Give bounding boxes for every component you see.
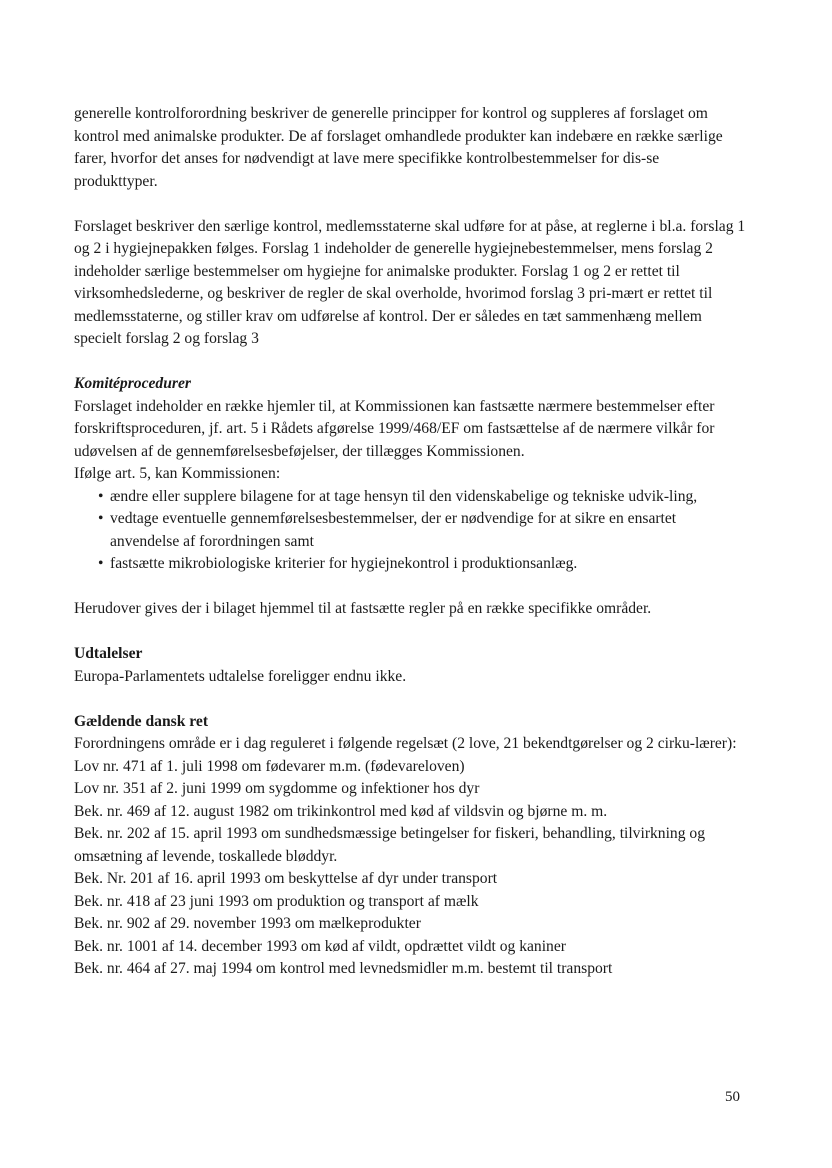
page-number: 50: [725, 1089, 740, 1105]
regulation-item: Lov nr. 351 af 2. juni 1999 om sygdomme og infektioner hos dyr: [74, 780, 480, 797]
regulation-item: Bek. nr. 418 af 23 juni 1993 om produktion og transport af mælk: [74, 892, 479, 910]
list-item: • ændre eller supplere bilagene for at tage hensyn til den videnskabelige og tekniske udvik-ling,: [74, 486, 746, 509]
document-page: [74, 103, 746, 981]
regulation-item: Lov nr. 471 af 1. juli 1998 om fødevarer m.m. (fødevareloven): [74, 757, 465, 775]
heading-komiteprocedurer: Komitéprocedurer: [74, 375, 191, 392]
intro-paragraph: generelle kontrolforordning beskriver de generelle principper for kontrol og suppleres af forslaget om kontrol med animalske produkter. De af forslaget omhandlede produkter kan indebære en række særlige farer, hvorfor det anses for nødvendigt at lave mere specifikke kontrolbestemmelser for dis-se produkttyper.: [74, 105, 723, 190]
dansk-ret-paragraph: Forordningens område er i dag reguleret i følgende regelsæt (2 love, 21 bekendtgørelser og 2 cirku-lærer):: [74, 735, 737, 752]
komite-bullet-list: [74, 486, 746, 576]
list-item: • vedtage eventuelle gennemførelsesbestemmelser, der er nødvendige for at sikre en ensartet anvendelse af forordningen samt: [74, 508, 746, 553]
heading-gaeldende-dansk-ret: Gældende dansk ret: [74, 712, 209, 730]
regulation-item: Bek. Nr. 201 af 16. april 1993 om beskyttelse af dyr under transport: [74, 870, 498, 887]
regulation-item: Bek. nr. 469 af 12. august 1982 om trikinkontrol med kød af vildsvin og bjørne m. m.: [74, 802, 608, 820]
paragraph-hygiene-control: Forslaget beskriver den særlige kontrol, medlemsstaterne skal udføre for at påse, at reglerne i bl.a. forslag 1 og 2 i hygiejnepakken følges. Forslag 1 indeholder de generelle hygiejnebestemmelser, mens forslag 2 indeholder særlige bestemmelser om hygiejne for animalske produkter. Forslag 1 og 2 er rettet til virksomhedslederne, og beskriver de regler de skal overholde, hvorimod forslag 3 pri-mært er rettet til medlemsstaterne, og stiller krav om udførelse af kontrol. Der er således en tæt sammenhæng mellem specielt forslag 2 og forslag 3: [74, 217, 746, 347]
herudover-paragraph: Herudover gives der i bilaget hjemmel til at fastsætte regler på en række specifikke områder.: [74, 600, 652, 617]
heading-udtalelser: Udtalelser: [74, 645, 143, 662]
udtalelser-paragraph: Europa-Parlamentets udtalelse foreligger endnu ikke.: [74, 667, 407, 685]
komite-paragraph: Forslaget indeholder en række hjemler til, at Kommissionen kan fastsætte nærmere bestemmelser efter forskriftsproceduren, jf. art. 5 i Rådets afgørelse 1999/468/EF om fastsættelse af de nærmere vilkår for udøvelsen af de gennemførelsesbeføjelser, der tillægges Kommissionen.: [74, 397, 715, 460]
regulation-item: Bek. nr. 202 af 15. april 1993 om sundhedsmæssige betingelser for fiskeri, behandling, tilvirkning og omsætning af levende, toskallede bløddyr.: [74, 825, 706, 865]
regulation-item: Bek. nr. 902 af 29. november 1993 om mælkeprodukter: [74, 915, 421, 932]
regulation-item: Bek. nr. 464 af 27. maj 1994 om kontrol med levnedsmidler m.m. bestemt til transport: [74, 960, 613, 977]
regulation-item: Bek. nr. 1001 af 14. december 1993 om kød af vildt, opdrættet vildt og kaniner: [74, 937, 566, 955]
komite-lead: Ifølge art. 5, kan Kommissionen:: [74, 465, 281, 482]
list-item: • fastsætte mikrobiologiske kriterier for hygiejnekontrol i produktionsanlæg.: [74, 553, 746, 576]
